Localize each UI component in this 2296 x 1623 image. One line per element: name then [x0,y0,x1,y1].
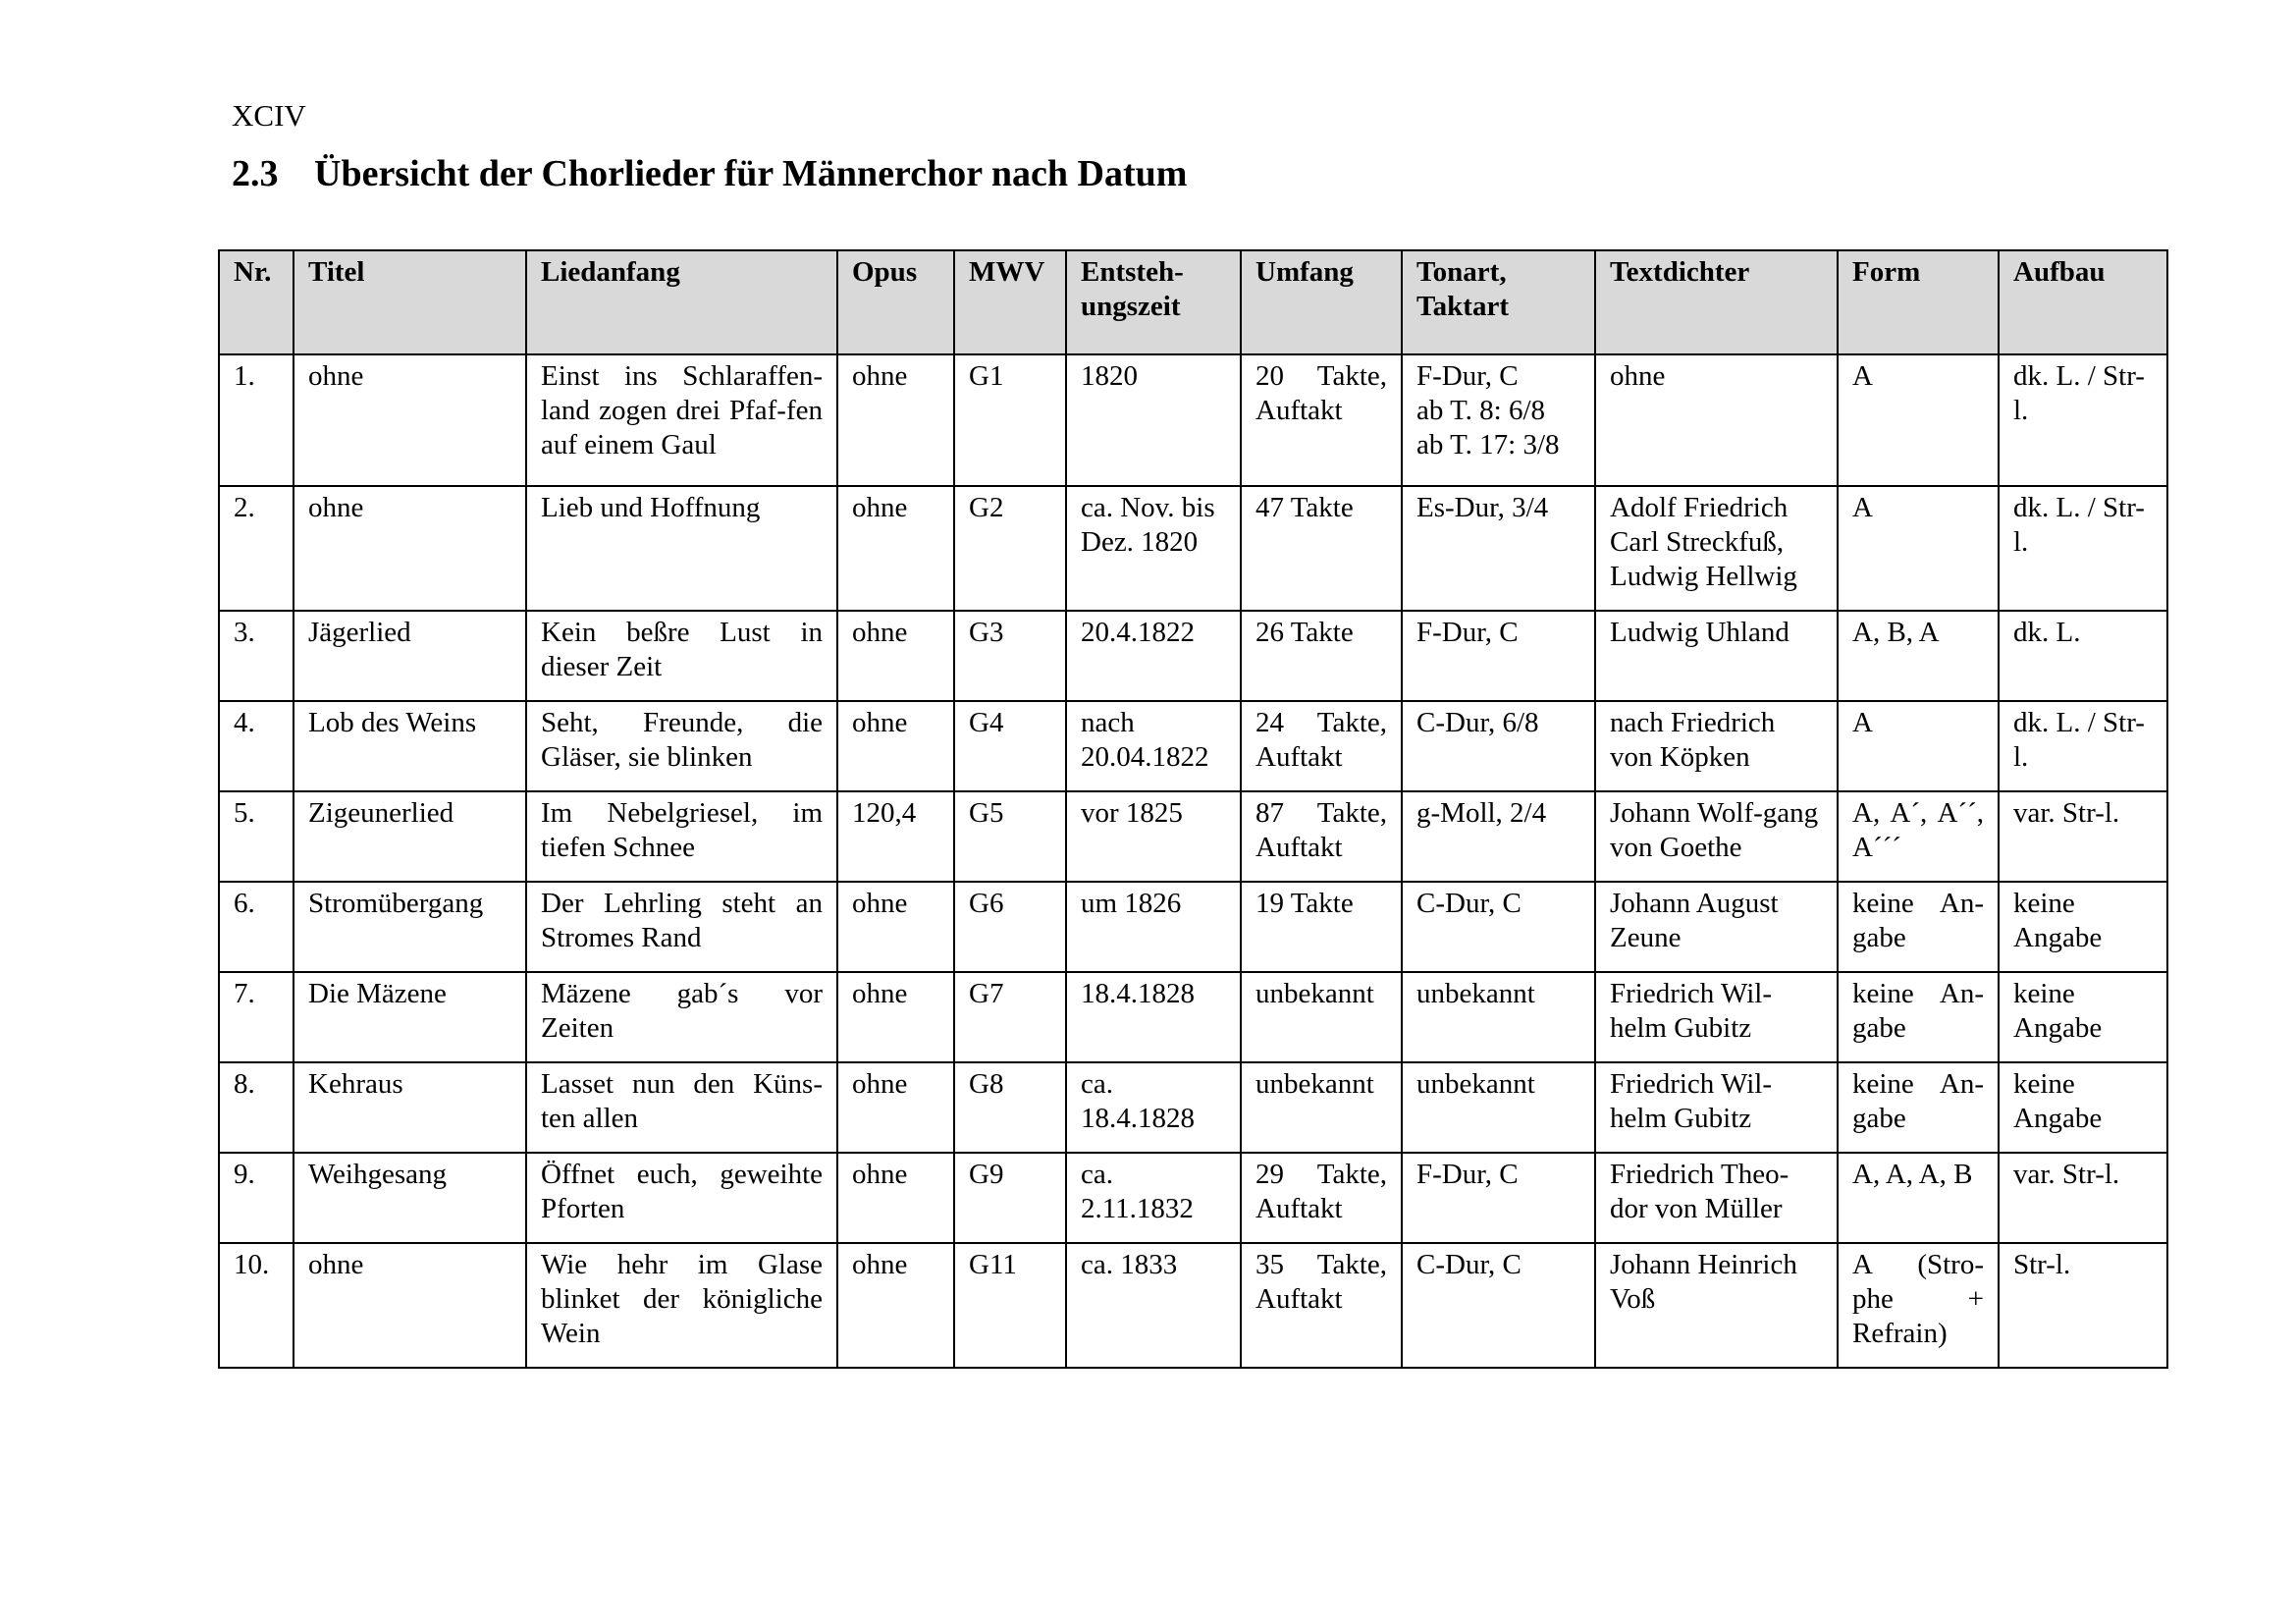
cell-opus: ohne [837,354,954,486]
cell-opus: 120,4 [837,791,954,882]
table-header-row [219,250,2167,354]
chorlieder-table [218,249,2168,1369]
cell-liedanfang: Im Nebelgriesel, im tiefen Schnee [526,791,837,882]
cell-umfang: 20 Takte, Auftakt [1241,354,1402,486]
cell-titel: Weihgesang [294,1153,526,1243]
cell-entstehungszeit: 20.4.1822 [1066,611,1241,701]
cell-form: A [1838,486,1999,611]
cell-titel: ohne [294,1243,526,1368]
cell-titel: Die Mäzene [294,972,526,1062]
cell-opus: ohne [837,611,954,701]
cell-aufbau: var. Str-l. [1999,791,2167,882]
section-number: 2.3 [232,153,279,194]
table-row [219,486,2167,611]
cell-umfang: 26 Takte [1241,611,1402,701]
cell-mwv: G8 [954,1062,1066,1153]
cell-opus: ohne [837,701,954,791]
table-row [219,1243,2167,1368]
cell-liedanfang: Wie hehr im Glase blinket der königliche Wein [526,1243,837,1368]
cell-form: A (Stro-phe + Refrain) [1838,1243,1999,1368]
cell-liedanfang: Mäzene gab´s vor Zeiten [526,972,837,1062]
cell-aufbau: keine Angabe [1999,1062,2167,1153]
cell-umfang: 29 Takte, Auftakt [1241,1153,1402,1243]
cell-nr: 7. [219,972,294,1062]
cell-tonart [1402,1062,1595,1153]
header-tonart [1402,250,1595,354]
cell-form: A, A, A, B [1838,1153,1999,1243]
cell-aufbau: dk. L. [1999,611,2167,701]
table-row [219,611,2167,701]
cell-textdichter: Ludwig Uhland [1595,611,1838,701]
cell-nr: 10. [219,1243,294,1368]
header-line: Taktart [1416,291,1509,322]
header-titel: Titel [294,250,526,354]
cell-titel: Stromübergang [294,882,526,972]
cell-entstehungszeit: um 1826 [1066,882,1241,972]
cell-tonart [1402,972,1595,1062]
tonart-line: ab T. 8: 6/8 [1416,395,1546,426]
cell-nr: 6. [219,882,294,972]
table-row [219,972,2167,1062]
cell-mwv: G4 [954,701,1066,791]
cell-liedanfang: Einst ins Schlaraffen-land zogen drei Pfaf-fen auf einem Gaul [526,354,837,486]
header-umfang: Umfang [1241,250,1402,354]
cell-aufbau: keine Angabe [1999,972,2167,1062]
cell-nr: 8. [219,1062,294,1153]
cell-form: A, A´, A´´, A´´´ [1838,791,1999,882]
header-textdichter: Textdichter [1595,250,1838,354]
cell-titel: Zigeunerlied [294,791,526,882]
tonart-line: unbekannt [1416,1068,1535,1100]
cell-form: keine An-gabe [1838,1062,1999,1153]
cell-mwv: G5 [954,791,1066,882]
cell-nr: 9. [219,1153,294,1243]
cell-umfang: 19 Takte [1241,882,1402,972]
table-row [219,1062,2167,1153]
cell-opus: ohne [837,882,954,972]
cell-mwv: G7 [954,972,1066,1062]
tonart-line: g-Moll, 2/4 [1416,797,1547,829]
tonart-line: F-Dur, C [1416,1159,1519,1190]
cell-tonart [1402,486,1595,611]
header-entstehungszeit [1066,250,1241,354]
header-line: ungszeit [1081,291,1181,322]
cell-textdichter: nach Friedrich von Köpken [1595,701,1838,791]
cell-textdichter: ohne [1595,354,1838,486]
cell-entstehungszeit: ca. 2.11.1832 [1066,1153,1241,1243]
cell-entstehungszeit: vor 1825 [1066,791,1241,882]
cell-nr: 2. [219,486,294,611]
cell-nr: 4. [219,701,294,791]
cell-opus: ohne [837,1243,954,1368]
cell-form: keine An-gabe [1838,882,1999,972]
tonart-line: F-Dur, C [1416,360,1519,392]
header-nr: Nr. [219,250,294,354]
tonart-line: C-Dur, 6/8 [1416,707,1539,738]
table-row [219,701,2167,791]
cell-tonart [1402,791,1595,882]
cell-titel: ohne [294,486,526,611]
cell-nr: 5. [219,791,294,882]
cell-tonart [1402,882,1595,972]
cell-entstehungszeit: 18.4.1828 [1066,972,1241,1062]
cell-entstehungszeit: ca. 1833 [1066,1243,1241,1368]
cell-entstehungszeit: ca. Nov. bis Dez. 1820 [1066,486,1241,611]
cell-opus: ohne [837,1062,954,1153]
cell-nr: 1. [219,354,294,486]
cell-form: A [1838,701,1999,791]
cell-tonart [1402,354,1595,486]
tonart-line: F-Dur, C [1416,617,1519,648]
cell-entstehungszeit: nach 20.04.1822 [1066,701,1241,791]
cell-opus: ohne [837,1153,954,1243]
cell-tonart [1402,701,1595,791]
cell-aufbau: dk. L. / Str-l. [1999,701,2167,791]
cell-entstehungszeit: 1820 [1066,354,1241,486]
cell-nr: 3. [219,611,294,701]
cell-umfang: 35 Takte, Auftakt [1241,1243,1402,1368]
cell-aufbau: Str-l. [1999,1243,2167,1368]
cell-mwv: G6 [954,882,1066,972]
header-form: Form [1838,250,1999,354]
cell-tonart [1402,611,1595,701]
header-opus: Opus [837,250,954,354]
header-line: Tonart, [1416,256,1507,288]
cell-umfang: 47 Takte [1241,486,1402,611]
cell-liedanfang: Öffnet euch, geweihte Pforten [526,1153,837,1243]
tonart-line: C-Dur, C [1416,1249,1522,1280]
tonart-line: C-Dur, C [1416,888,1522,919]
table-row [219,1153,2167,1243]
cell-aufbau: keine Angabe [1999,882,2167,972]
cell-liedanfang: Seht, Freunde, die Gläser, sie blinken [526,701,837,791]
header-liedanfang: Liedanfang [526,250,837,354]
tonart-line: Es-Dur, 3/4 [1416,492,1549,523]
page-number: XCIV [232,98,306,133]
table-row [219,354,2167,486]
cell-mwv: G3 [954,611,1066,701]
cell-textdichter: Johann August Zeune [1595,882,1838,972]
cell-tonart [1402,1153,1595,1243]
section-heading [232,150,1187,197]
cell-umfang: 24 Takte, Auftakt [1241,701,1402,791]
cell-opus: ohne [837,486,954,611]
cell-textdichter: Adolf Friedrich Carl Streckfuß, Ludwig Hellwig [1595,486,1838,611]
cell-titel: Jägerlied [294,611,526,701]
section-title: Übersicht der Chorlieder für Männerchor nach Datum [314,153,1188,194]
header-mwv: MWV [954,250,1066,354]
header-aufbau: Aufbau [1999,250,2167,354]
cell-liedanfang: Lasset nun den Küns-ten allen [526,1062,837,1153]
cell-umfang: unbekannt [1241,1062,1402,1153]
cell-mwv: G1 [954,354,1066,486]
cell-textdichter: Friedrich Theo-dor von Müller [1595,1153,1838,1243]
cell-textdichter: Friedrich Wil-helm Gubitz [1595,1062,1838,1153]
cell-tonart [1402,1243,1595,1368]
cell-mwv: G11 [954,1243,1066,1368]
header-line: Entsteh- [1081,256,1184,288]
cell-titel: Lob des Weins [294,701,526,791]
cell-aufbau: var. Str-l. [1999,1153,2167,1243]
cell-textdichter: Johann Wolf-gang von Goethe [1595,791,1838,882]
cell-form: keine An-gabe [1838,972,1999,1062]
cell-umfang: unbekannt [1241,972,1402,1062]
cell-umfang: 87 Takte, Auftakt [1241,791,1402,882]
cell-textdichter: Johann Heinrich Voß [1595,1243,1838,1368]
cell-opus: ohne [837,972,954,1062]
cell-liedanfang: Lieb und Hoffnung [526,486,837,611]
tonart-line: ab T. 17: 3/8 [1416,429,1560,460]
table-row [219,882,2167,972]
table-row [219,791,2167,882]
cell-form: A [1838,354,1999,486]
tonart-line: unbekannt [1416,978,1535,1009]
cell-form: A, B, A [1838,611,1999,701]
cell-aufbau: dk. L. / Str-l. [1999,354,2167,486]
cell-entstehungszeit: ca. 18.4.1828 [1066,1062,1241,1153]
cell-liedanfang: Der Lehrling steht an Stromes Rand [526,882,837,972]
cell-liedanfang: Kein beßre Lust in dieser Zeit [526,611,837,701]
cell-titel: Kehraus [294,1062,526,1153]
cell-titel: ohne [294,354,526,486]
cell-textdichter: Friedrich Wil-helm Gubitz [1595,972,1838,1062]
cell-mwv: G9 [954,1153,1066,1243]
cell-aufbau: dk. L. / Str-l. [1999,486,2167,611]
cell-mwv: G2 [954,486,1066,611]
